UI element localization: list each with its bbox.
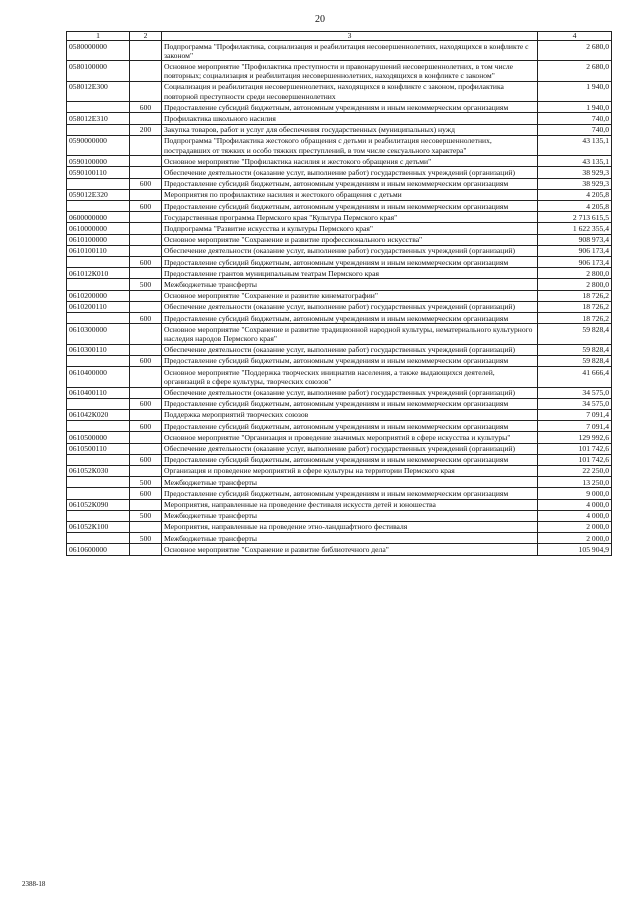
row-code [67,201,130,212]
row-expense-type: 600 [130,454,162,465]
row-name: Межбюджетные трансферты [162,279,538,290]
row-expense-type [130,387,162,398]
row-expense-type [130,544,162,555]
row-expense-type [130,156,162,167]
row-code: 0610100000 [67,234,130,245]
table-row [67,488,612,499]
row-expense-type: 600 [130,102,162,113]
row-expense-type [130,367,162,387]
row-expense-type [130,167,162,178]
row-expense-type: 500 [130,279,162,290]
row-code [67,421,130,432]
row-name: Закупка товаров, работ и услуг для обеспечения государственных (муниципальных) нужд [162,124,538,135]
row-name: Подпрограмма "Профилактика, социализация и реабилитация несовершеннолетних, находящихся в конфликте с законом" [162,41,538,61]
row-name: Межбюджетные трансферты [162,533,538,544]
row-name: Основное мероприятие "Сохранение и развитие библиотечного дела" [162,544,538,555]
row-name: Обеспечение деятельности (оказание услуг, выполнение работ) государственных учреждений (организаций) [162,344,538,355]
row-amount: 2 680,0 [538,61,612,81]
table-row [67,212,612,223]
row-amount: 38 929,3 [538,167,612,178]
table-row [67,432,612,443]
row-code: 0590000000 [67,135,130,155]
row-amount: 59 828,4 [538,355,612,366]
row-amount: 2 800,0 [538,279,612,290]
row-amount: 4 205,8 [538,201,612,212]
row-name: Предоставление субсидий бюджетным, автономным учреждениям и иным некоммерческим организациям [162,355,538,366]
table-row [67,344,612,355]
table-row [67,234,612,245]
row-code: 061052К030 [67,465,130,476]
table-row [67,387,612,398]
table-row [67,245,612,256]
table-row [67,279,612,290]
row-amount: 2 000,0 [538,521,612,532]
row-name: Предоставление грантов муниципальным театрам Пермского края [162,268,538,279]
row-code: 0610600000 [67,544,130,555]
row-code [67,533,130,544]
row-code: 0590100110 [67,167,130,178]
header-col-3: 3 [162,32,538,41]
row-expense-type: 600 [130,488,162,499]
row-name: Предоставление субсидий бюджетным, автономным учреждениям и иным некоммерческим организациям [162,313,538,324]
row-name: Предоставление субсидий бюджетным, автономным учреждениям и иным некоммерческим организациям [162,257,538,268]
row-amount: 740,0 [538,124,612,135]
table-row [67,510,612,521]
row-name: Поддержка мероприятий творческих союзов [162,409,538,420]
row-code [67,355,130,366]
row-amount: 18 726,2 [538,301,612,312]
row-expense-type [130,324,162,344]
row-expense-type [130,245,162,256]
row-code: 061012К010 [67,268,130,279]
row-expense-type [130,432,162,443]
row-name: Основное мероприятие "Сохранение и развитие традиционной народной культуры, нематериального культурного наследия народов Пермского края" [162,324,538,344]
row-amount: 1 940,0 [538,81,612,101]
row-code [67,398,130,409]
row-amount: 101 742,6 [538,443,612,454]
row-amount: 7 091,4 [538,421,612,432]
row-amount: 18 726,2 [538,313,612,324]
table-row [67,367,612,387]
table-row [67,301,612,312]
table-row [67,61,612,81]
row-code [67,279,130,290]
table-row [67,533,612,544]
row-code: 0580000000 [67,41,130,61]
row-expense-type [130,465,162,476]
row-amount: 2 000,0 [538,533,612,544]
table-row [67,421,612,432]
row-name: Обеспечение деятельности (оказание услуг, выполнение работ) государственных учреждений (организаций) [162,301,538,312]
row-expense-type [130,301,162,312]
table-row [67,398,612,409]
row-code: 0610300000 [67,324,130,344]
row-name: Предоставление субсидий бюджетным, автономным учреждениям и иным некоммерческим организациям [162,201,538,212]
row-expense-type: 600 [130,313,162,324]
row-name: Мероприятия по профилактике насилия и жестокого обращения с детьми [162,189,538,200]
table-row [67,102,612,113]
table-row [67,477,612,488]
row-name: Предоставление субсидий бюджетным, автономным учреждениям и иным некоммерческим организациям [162,488,538,499]
row-expense-type: 200 [130,124,162,135]
row-name: Мероприятия, направленные на проведение фестиваля искусств детей и юношества [162,499,538,510]
table-row [67,124,612,135]
row-amount: 9 000,0 [538,488,612,499]
row-code: 061042К020 [67,409,130,420]
row-name: Предоставление субсидий бюджетным, автономным учреждениям и иным некоммерческим организациям [162,454,538,465]
row-name: Основное мероприятие "Сохранение и развитие кинематографии" [162,290,538,301]
row-expense-type [130,443,162,454]
row-amount: 101 742,6 [538,454,612,465]
row-name: Профилактика школьного насилия [162,113,538,124]
row-code [67,102,130,113]
row-code: 058012Е310 [67,113,130,124]
row-amount: 43 135,1 [538,156,612,167]
row-name: Межбюджетные трансферты [162,510,538,521]
row-name: Предоставление субсидий бюджетным, автономным учреждениям и иным некоммерческим организациям [162,421,538,432]
row-amount: 129 992,6 [538,432,612,443]
row-amount: 2 800,0 [538,268,612,279]
row-name: Мероприятия, направленные на проведение этно-ландшафтного фестиваля [162,521,538,532]
header-row [67,32,612,41]
row-amount: 4 000,0 [538,510,612,521]
row-name: Предоставление субсидий бюджетным, автономным учреждениям и иным некоммерческим организациям [162,398,538,409]
row-expense-type [130,61,162,81]
row-expense-type: 600 [130,257,162,268]
table-row [67,257,612,268]
row-expense-type [130,521,162,532]
row-code: 0610200110 [67,301,130,312]
row-amount: 908 973,4 [538,234,612,245]
row-name: Обеспечение деятельности (оказание услуг, выполнение работ) государственных учреждений (организаций) [162,387,538,398]
row-name: Обеспечение деятельности (оказание услуг, выполнение работ) государственных учреждений (организаций) [162,443,538,454]
row-expense-type: 500 [130,510,162,521]
row-name: Основное мероприятие "Поддержка творческих инициатив населения, а также выдающихся деятелей, организаций в сфере культуры, творческих союзов" [162,367,538,387]
row-amount: 59 828,4 [538,324,612,344]
table-row [67,41,612,61]
table-row [67,521,612,532]
budget-table [66,31,612,556]
row-name: Предоставление субсидий бюджетным, автономным учреждениям и иным некоммерческим организациям [162,102,538,113]
row-name: Основное мероприятие "Организация и проведение значимых мероприятий в сфере искусства и культуры" [162,432,538,443]
row-expense-type [130,268,162,279]
row-expense-type [130,189,162,200]
row-amount: 38 929,3 [538,178,612,189]
row-amount: 2 680,0 [538,41,612,61]
row-amount: 4 000,0 [538,499,612,510]
row-name: Основное мероприятие "Профилактика насилия и жестокого обращения с детьми" [162,156,538,167]
row-code [67,510,130,521]
row-code: 0610200000 [67,290,130,301]
row-name: Предоставление субсидий бюджетным, автономным учреждениям и иным некоммерческим организациям [162,178,538,189]
table-row [67,465,612,476]
row-code [67,313,130,324]
row-name: Межбюджетные трансферты [162,477,538,488]
row-code: 0610500110 [67,443,130,454]
row-expense-type [130,344,162,355]
row-amount: 7 091,4 [538,409,612,420]
table-row [67,409,612,420]
row-name: Основное мероприятие "Сохранение и развитие профессионального искусства" [162,234,538,245]
table-row [67,355,612,366]
row-name: Подпрограмма "Профилактика жестокого обращения с детьми и реабилитация несовершеннолетних, пострадавших от тяжких и особо тяжких преступлений, в том числе сексуального характера" [162,135,538,155]
row-code [67,488,130,499]
row-name: Обеспечение деятельности (оказание услуг, выполнение работ) государственных учреждений (организаций) [162,245,538,256]
row-expense-type [130,81,162,101]
row-expense-type [130,212,162,223]
row-amount: 22 250,0 [538,465,612,476]
table-row [67,324,612,344]
page-number: 20 [315,14,325,25]
row-expense-type: 600 [130,355,162,366]
table-row [67,135,612,155]
row-code [67,178,130,189]
row-name: Социализация и реабилитация несовершеннолетних, находящихся в конфликте с законом, профилактика повторной преступности среди несовершеннолетних [162,81,538,101]
row-amount: 34 575,0 [538,398,612,409]
row-expense-type [130,135,162,155]
table-row [67,223,612,234]
row-code: 0610400000 [67,367,130,387]
row-amount: 740,0 [538,113,612,124]
row-expense-type: 600 [130,398,162,409]
table-row [67,313,612,324]
row-code: 0580100000 [67,61,130,81]
row-name: Основное мероприятие "Профилактика преступности и правонарушений несовершеннолетних, в том числе повторных; социализация и реабилитация несовершеннолетних, находящихся в конфликте с законом" [162,61,538,81]
row-amount: 43 135,1 [538,135,612,155]
header-col-1: 1 [67,32,130,41]
row-amount: 906 173,4 [538,257,612,268]
table-row [67,544,612,555]
row-code: 0610100110 [67,245,130,256]
row-code [67,477,130,488]
row-name: Подпрограмма "Развитие искусства и культуры Пермского края" [162,223,538,234]
header-col-2: 2 [130,32,162,41]
footer-code: 2388-18 [22,880,46,888]
row-name: Организация и проведение мероприятий в сфере культуры на территории Пермского края [162,465,538,476]
row-expense-type: 600 [130,201,162,212]
row-amount: 906 173,4 [538,245,612,256]
row-expense-type [130,234,162,245]
table-row [67,189,612,200]
row-amount: 105 904,9 [538,544,612,555]
row-amount: 34 575,0 [538,387,612,398]
row-code [67,454,130,465]
row-code: 058012Е300 [67,81,130,101]
budget-rows [67,41,612,556]
table-row [67,290,612,301]
row-amount: 2 713 615,5 [538,212,612,223]
row-expense-type [130,41,162,61]
table-row [67,454,612,465]
row-expense-type [130,499,162,510]
row-code: 061052К100 [67,521,130,532]
row-expense-type: 600 [130,421,162,432]
table-row [67,178,612,189]
row-amount: 13 250,0 [538,477,612,488]
row-code: 059012Е320 [67,189,130,200]
row-code: 0610400110 [67,387,130,398]
table-row [67,268,612,279]
row-name: Обеспечение деятельности (оказание услуг, выполнение работ) государственных учреждений (организаций) [162,167,538,178]
row-code: 0590100000 [67,156,130,167]
row-amount: 1 940,0 [538,102,612,113]
row-amount: 18 726,2 [538,290,612,301]
table-row [67,499,612,510]
row-amount: 4 205,8 [538,189,612,200]
row-code: 061052К090 [67,499,130,510]
row-code: 0610500000 [67,432,130,443]
row-expense-type: 500 [130,533,162,544]
table-row [67,113,612,124]
row-amount: 41 666,4 [538,367,612,387]
table-row [67,443,612,454]
row-amount: 1 622 355,4 [538,223,612,234]
row-expense-type: 500 [130,477,162,488]
row-code: 0610300110 [67,344,130,355]
row-amount: 59 828,4 [538,344,612,355]
row-expense-type [130,113,162,124]
row-code [67,257,130,268]
row-code: 0610000000 [67,223,130,234]
table-row [67,201,612,212]
table-row [67,167,612,178]
table-row [67,156,612,167]
row-expense-type [130,409,162,420]
row-expense-type [130,223,162,234]
row-expense-type [130,290,162,301]
header-col-4: 4 [538,32,612,41]
row-name: Государственная программа Пермского края "Культура Пермского края" [162,212,538,223]
table-row [67,81,612,101]
row-expense-type: 600 [130,178,162,189]
row-code: 0600000000 [67,212,130,223]
row-code [67,124,130,135]
